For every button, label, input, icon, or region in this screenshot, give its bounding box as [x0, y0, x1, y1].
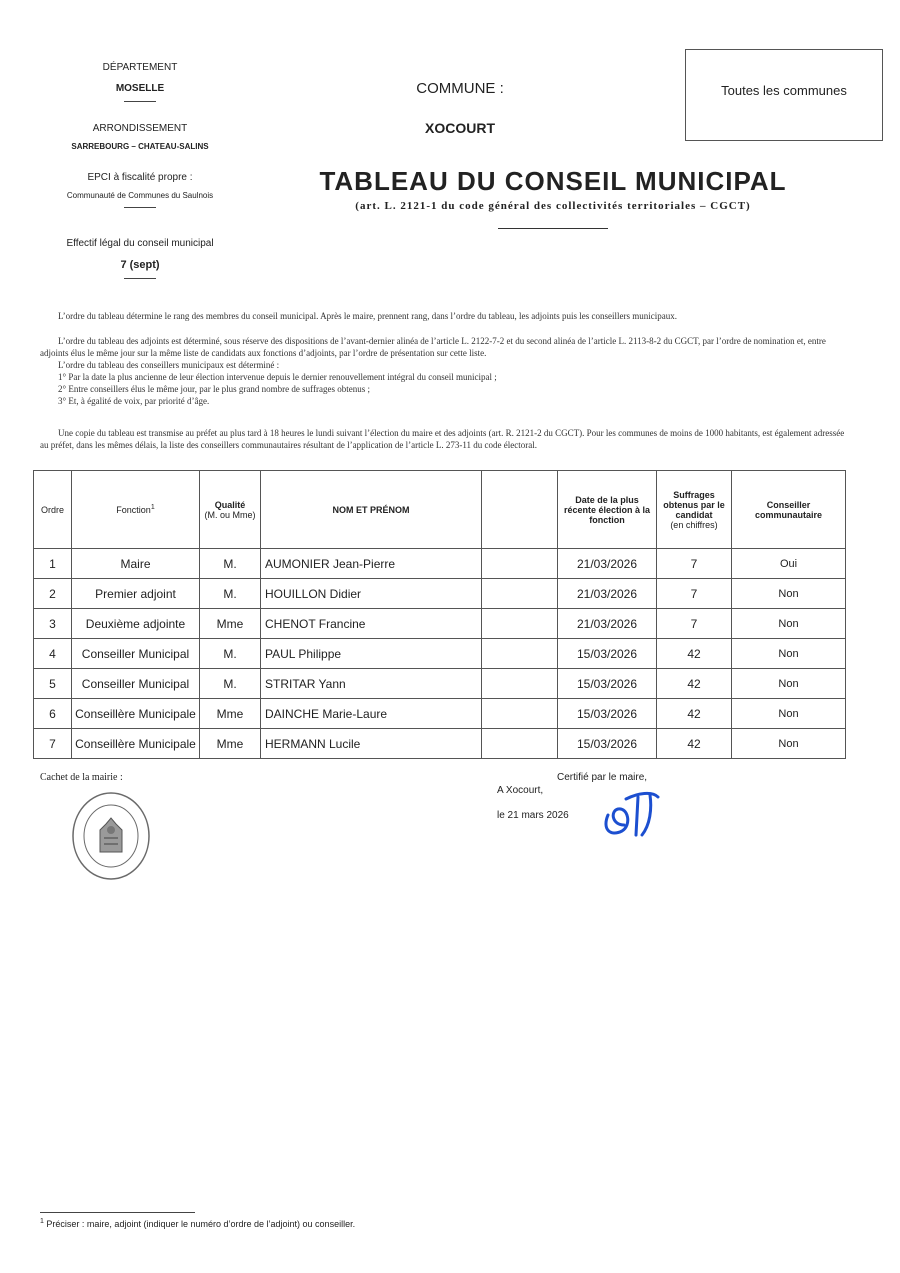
title-divider — [498, 228, 608, 229]
header-fonction-label: Fonction — [116, 505, 151, 515]
cell-date: 15/03/2026 — [558, 639, 657, 669]
cell-date: 21/03/2026 — [558, 609, 657, 639]
cell-blank — [482, 549, 558, 579]
cell-blank — [482, 639, 558, 669]
epci-block — [20, 172, 260, 208]
cell-suffrages: 7 — [657, 549, 732, 579]
council-table — [33, 470, 846, 759]
rule-adjoints: L’ordre du tableau des adjoints est déterminé, sous réserve des dispositions de l’avant-dernier alinéa de l’article L. 2122-7-2 et du second alinéa de l’article L. 2113-8-2 du CGCT, par l’ordre de nomination et, entre adjoints élus le même jour sur la même liste de candidats aux fonctions d’adjoints, par l’ordre de présentation sur cette liste. — [40, 336, 826, 358]
cell-date: 21/03/2026 — [558, 549, 657, 579]
cell-qualite: Mme — [200, 699, 261, 729]
table-row — [34, 729, 846, 759]
cell-fonction: Conseiller Municipal — [72, 639, 200, 669]
cell-conseiller: Oui — [732, 549, 846, 579]
footnote-number: 1 — [40, 1218, 44, 1225]
cell-fonction: Conseiller Municipal — [72, 669, 200, 699]
table-row — [34, 639, 846, 669]
cell-date: 15/03/2026 — [558, 729, 657, 759]
lieu-label: A Xocourt, — [497, 785, 544, 796]
cell-conseiller: Non — [732, 639, 846, 669]
ordering-rules — [40, 335, 848, 407]
cell-conseiller: Non — [732, 729, 846, 759]
cell-date: 15/03/2026 — [558, 699, 657, 729]
header-conseiller: Conseiller communautaire — [732, 471, 846, 549]
transmission-paragraph: Une copie du tableau est transmise au préfet au plus tard à 18 heures le lundi suivant l’élection du maire et des adjoints (art. R. 2121-2 du CGCT). Pour les communes de moins de 1000 habitants, est également adressée au préfet, dans les mêmes délais, la liste des conseillers communautaires résultant de l’application de l’article L. 273-11 du code électoral. — [40, 428, 845, 450]
footnote-text: Préciser : maire, adjoint (indiquer le numéro d’ordre de l’adjoint) ou conseiller. — [46, 1219, 356, 1229]
table-row — [34, 579, 846, 609]
header-blank — [482, 471, 558, 549]
header-qualite-sub: (M. ou Mme) — [204, 509, 256, 520]
cell-ordre: 2 — [34, 579, 72, 609]
signature-icon — [598, 785, 668, 845]
header-fonction — [72, 471, 200, 549]
table-header-row — [34, 471, 846, 549]
rule-1: 1° Par la date la plus ancienne de leur élection intervenue depuis le dernier renouvellement intégral du conseil municipal ; — [58, 372, 497, 382]
commune-name: XOCOURT — [425, 120, 495, 136]
table-row — [34, 549, 846, 579]
signature-date: le 21 mars 2026 — [497, 810, 569, 821]
cell-ordre: 1 — [34, 549, 72, 579]
footnote-divider — [40, 1212, 195, 1213]
intro-paragraph: L’ordre du tableau détermine le rang des membres du conseil municipal. Après le maire, prennent rang, dans l’ordre du tableau, les adjoints puis les conseillers municipaux. — [58, 311, 677, 321]
rule-2: 2° Entre conseillers élus le même jour, par le plus grand nombre de suffrages obtenus ; — [58, 384, 370, 394]
header-nom: NOM ET PRÉNOM — [261, 471, 482, 549]
effectif-block — [20, 238, 260, 279]
cell-ordre: 4 — [34, 639, 72, 669]
rule-conseillers: L’ordre du tableau des conseillers municipaux est déterminé : — [58, 360, 280, 370]
cell-suffrages: 42 — [657, 699, 732, 729]
cell-qualite: M. — [200, 639, 261, 669]
epci-value: Communauté de Communes du Saulnois — [66, 191, 214, 200]
page-title: TABLEAU DU CONSEIL MUNICIPAL — [319, 166, 787, 196]
cell-blank — [482, 579, 558, 609]
cell-nom: HERMANN Lucile — [261, 729, 482, 759]
cell-ordre: 6 — [34, 699, 72, 729]
cell-suffrages: 7 — [657, 609, 732, 639]
footnote-ref: 1 — [150, 504, 155, 511]
cell-nom: AUMONIER Jean-Pierre — [261, 549, 482, 579]
table-row — [34, 609, 846, 639]
cell-qualite: M. — [200, 579, 261, 609]
cell-blank — [482, 669, 558, 699]
cell-fonction: Premier adjoint — [72, 579, 200, 609]
communes-box — [685, 49, 883, 141]
table-row — [34, 669, 846, 699]
cell-fonction: Conseillère Municipale — [72, 699, 200, 729]
cell-blank — [482, 699, 558, 729]
header-suffrages-label: Suffrages obtenus par le candidat — [663, 489, 725, 520]
cell-date: 15/03/2026 — [558, 669, 657, 699]
divider — [124, 101, 156, 102]
communes-box-text: Toutes les communes — [721, 83, 847, 98]
cell-fonction: Conseillère Municipale — [72, 729, 200, 759]
page-subtitle: (art. L. 2121-1 du code général des collectivités territoriales – CGCT) — [355, 200, 751, 212]
effectif-label: Effectif légal du conseil municipal — [66, 238, 214, 249]
cell-nom: DAINCHE Marie-Laure — [261, 699, 482, 729]
cell-nom: PAUL Philippe — [261, 639, 482, 669]
departement-label: DÉPARTEMENT — [102, 62, 178, 73]
cell-conseiller: Non — [732, 699, 846, 729]
cell-qualite: M. — [200, 669, 261, 699]
header-qualite — [200, 471, 261, 549]
rule-3: 3° Et, à égalité de voix, par priorité d’âge. — [58, 396, 210, 406]
cell-blank — [482, 609, 558, 639]
cell-nom: STRITAR Yann — [261, 669, 482, 699]
arrondissement-label: ARRONDISSEMENT — [92, 123, 188, 134]
cell-ordre: 5 — [34, 669, 72, 699]
header-suffrages-sub: (en chiffres) — [670, 519, 718, 530]
cell-fonction: Deuxième adjointe — [72, 609, 200, 639]
cell-nom: HOUILLON Didier — [261, 579, 482, 609]
cell-blank — [482, 729, 558, 759]
effectif-value: 7 (sept) — [120, 259, 160, 271]
header-date: Date de la plus récente élection à la fonction — [558, 471, 657, 549]
mairie-stamp-icon — [70, 790, 152, 882]
arrondissement-value: SARREBOURG – CHATEAU-SALINS — [71, 142, 209, 151]
cell-conseiller: Non — [732, 609, 846, 639]
cell-qualite: Mme — [200, 609, 261, 639]
cell-ordre: 7 — [34, 729, 72, 759]
arrondissement-block — [20, 123, 260, 151]
epci-label: EPCI à fiscalité propre : — [87, 172, 193, 183]
footnote — [40, 1218, 355, 1229]
cell-suffrages: 42 — [657, 729, 732, 759]
cell-nom: CHENOT Francine — [261, 609, 482, 639]
table-row — [34, 699, 846, 729]
divider — [124, 278, 156, 279]
departement-block — [20, 62, 260, 102]
cell-conseiller: Non — [732, 669, 846, 699]
header-qualite-label: Qualité — [214, 499, 246, 510]
commune-label: COMMUNE : — [416, 80, 504, 97]
header-suffrages — [657, 471, 732, 549]
cell-suffrages: 42 — [657, 669, 732, 699]
cell-date: 21/03/2026 — [558, 579, 657, 609]
departement-value: MOSELLE — [115, 83, 165, 94]
cachet-label: Cachet de la mairie : — [40, 772, 123, 783]
cell-ordre: 3 — [34, 609, 72, 639]
cell-suffrages: 42 — [657, 639, 732, 669]
cell-qualite: Mme — [200, 729, 261, 759]
certifie-label: Certifié par le maire, — [557, 772, 648, 783]
cell-qualite: M. — [200, 549, 261, 579]
cell-fonction: Maire — [72, 549, 200, 579]
cell-suffrages: 7 — [657, 579, 732, 609]
cell-conseiller: Non — [732, 579, 846, 609]
divider — [124, 207, 156, 208]
header-ordre: Ordre — [34, 471, 72, 549]
